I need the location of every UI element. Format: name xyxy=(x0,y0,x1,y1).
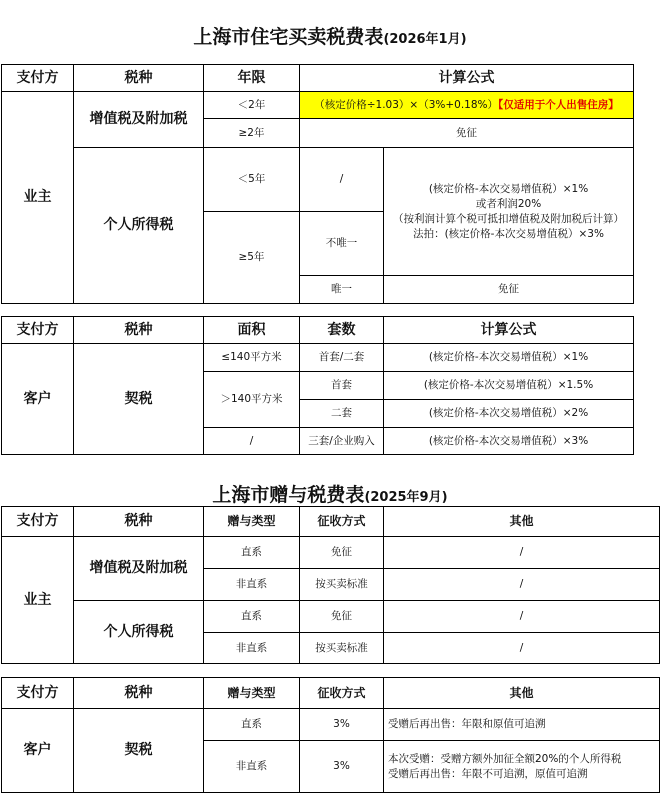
years-lt2: ＜2年 xyxy=(204,92,300,119)
formula-vat-lt2-note: 【仅适用于个人出售住房】 xyxy=(498,98,619,111)
other-non-direct-line-2: 受赠后再出售：年限不可追溯，原值可追溯 xyxy=(388,767,588,780)
sale-tax-table xyxy=(1,64,634,304)
formula-vat-lt2 xyxy=(300,92,634,119)
tax-vat: 增值税及附加税 xyxy=(74,92,204,148)
table1-title-main: 上海市住宅买卖税费表 xyxy=(193,26,384,48)
header-area: 面积 xyxy=(204,317,300,344)
gift-direct: 直系 xyxy=(204,601,300,633)
years-lt5: ＜5年 xyxy=(204,148,300,212)
tax-income: 个人所得税 xyxy=(74,601,204,664)
formula-income-line-3: （按利润计算个税可抵扣增值税及附加税后计算） xyxy=(393,212,624,225)
table1-title-sub: (2026年1月) xyxy=(383,32,467,47)
rate-non-direct: 3% xyxy=(300,741,384,793)
area-large: ＞140平方米 xyxy=(204,372,300,428)
tax-vat: 增值税及附加税 xyxy=(74,537,204,601)
count-first: 首套 xyxy=(300,372,384,400)
gift-non-direct: 非直系 xyxy=(204,569,300,601)
payer-client: 客户 xyxy=(2,709,74,793)
count-third: 三套/企业购入 xyxy=(300,428,384,455)
header-payer: 支付方 xyxy=(2,65,74,92)
header-gift-type: 赠与类型 xyxy=(204,507,300,537)
table3-title xyxy=(0,480,660,507)
gift-direct: 直系 xyxy=(204,537,300,569)
formula-income-line-1: (核定价格-本次交易增值税）×1% xyxy=(428,182,589,195)
table1-title xyxy=(0,22,660,49)
gift-non-direct: 非直系 xyxy=(204,741,300,793)
lt5-slash: / xyxy=(300,148,384,212)
other-direct: 受赠后再出售：年限和原值可追溯 xyxy=(384,709,660,741)
table3-title-main: 上海市赠与税费表 xyxy=(212,484,365,506)
count-first-second: 首套/二套 xyxy=(300,344,384,372)
header-other: 其他 xyxy=(384,678,660,709)
header-years: 年限 xyxy=(204,65,300,92)
formula-vat-lt2-text: （核定价格÷1.03）×（3%+0.18%） xyxy=(314,98,499,111)
tax-income: 个人所得税 xyxy=(74,148,204,304)
other-slash: / xyxy=(384,633,660,664)
header-tax-type: 税种 xyxy=(74,507,204,537)
header-collection: 征收方式 xyxy=(300,507,384,537)
collection-by-sale: 按买卖标准 xyxy=(300,633,384,664)
header-tax-type: 税种 xyxy=(74,65,204,92)
header-collection: 征收方式 xyxy=(300,678,384,709)
header-payer: 支付方 xyxy=(2,678,74,709)
only-home: 唯一 xyxy=(300,276,384,304)
rate-direct: 3% xyxy=(300,709,384,741)
header-count: 套数 xyxy=(300,317,384,344)
tax-deed: 契税 xyxy=(74,709,204,793)
header-other: 其他 xyxy=(384,507,660,537)
years-ge5: ≥5年 xyxy=(204,212,300,304)
header-tax-type: 税种 xyxy=(74,317,204,344)
header-gift-type: 赠与类型 xyxy=(204,678,300,709)
payer-owner: 业主 xyxy=(2,537,74,664)
formula-vat-ge2: 免征 xyxy=(300,119,634,148)
tax-deed: 契税 xyxy=(74,344,204,455)
formula-only-home: 免征 xyxy=(384,276,634,304)
formula-income-line-2: 或者利润20% xyxy=(475,197,542,210)
table3-title-sub: (2025年9月) xyxy=(364,490,448,505)
other-slash: / xyxy=(384,537,660,569)
gift-client-table xyxy=(1,677,660,793)
gift-non-direct: 非直系 xyxy=(204,633,300,664)
header-payer: 支付方 xyxy=(2,317,74,344)
formula-deed-2: (核定价格-本次交易增值税）×2% xyxy=(384,400,634,428)
formula-deed-3: (核定价格-本次交易增值税）×3% xyxy=(384,428,634,455)
collection-exempt: 免征 xyxy=(300,601,384,633)
header-formula: 计算公式 xyxy=(384,317,634,344)
deed-tax-table xyxy=(1,316,634,455)
other-slash: / xyxy=(384,601,660,633)
collection-by-sale: 按买卖标准 xyxy=(300,569,384,601)
area-small: ≤140平方米 xyxy=(204,344,300,372)
header-formula: 计算公式 xyxy=(300,65,634,92)
count-second: 二套 xyxy=(300,400,384,428)
header-tax-type: 税种 xyxy=(74,678,204,709)
other-slash: / xyxy=(384,569,660,601)
payer-owner: 业主 xyxy=(2,92,74,304)
not-only-home: 不唯一 xyxy=(300,212,384,276)
gift-owner-table xyxy=(1,506,660,664)
formula-deed-1: (核定价格-本次交易增值税）×1% xyxy=(384,344,634,372)
area-slash: / xyxy=(204,428,300,455)
collection-exempt: 免征 xyxy=(300,537,384,569)
formula-deed-15: (核定价格-本次交易增值税）×1.5% xyxy=(384,372,634,400)
formula-income-line-4: 法拍：(核定价格-本次交易增值税）×3% xyxy=(413,227,604,240)
formula-income xyxy=(384,148,634,276)
years-ge2: ≥2年 xyxy=(204,119,300,148)
payer-client: 客户 xyxy=(2,344,74,455)
other-non-direct xyxy=(384,741,660,793)
header-payer: 支付方 xyxy=(2,507,74,537)
gift-direct: 直系 xyxy=(204,709,300,741)
other-non-direct-line-1: 本次受赠：受赠方额外加征全额20%的个人所得税 xyxy=(388,752,622,765)
